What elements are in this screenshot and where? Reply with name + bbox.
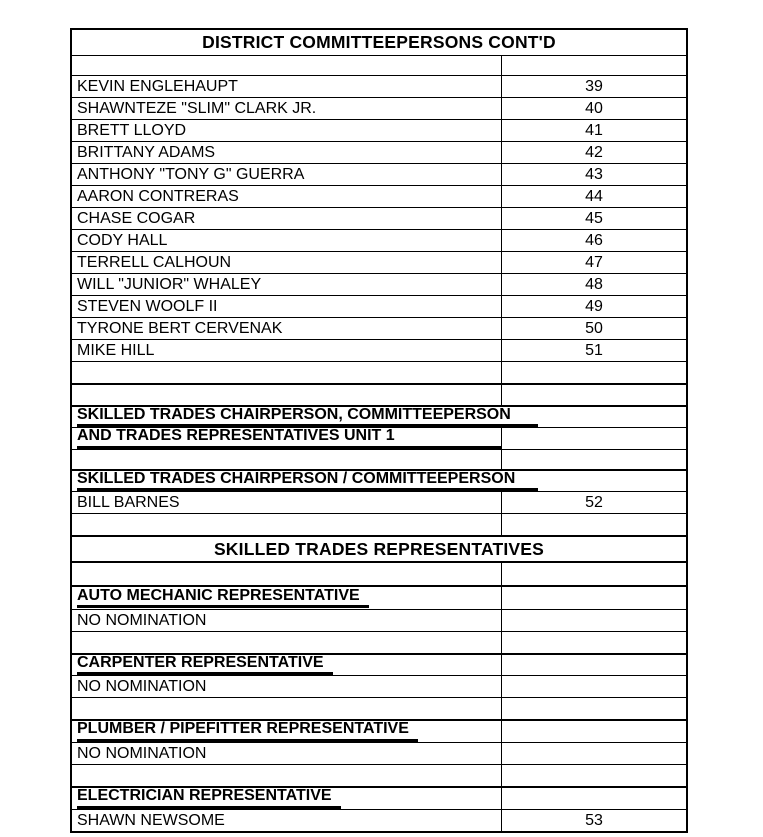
candidate-name-cell: SHAWN NEWSOME — [72, 810, 502, 831]
ballot-number-cell: 47 — [585, 253, 603, 271]
empty-row — [72, 561, 686, 585]
candidate-name-cell: TERRELL CALHOUN — [72, 252, 502, 273]
candidate-name-cell: ANTHONY "TONY G" GUERRA — [72, 164, 502, 185]
candidate-row — [72, 609, 686, 631]
candidate-name-cell: MIKE HILL — [72, 340, 502, 361]
section-header-label: CARPENTER REPRESENTATIVE — [77, 655, 333, 675]
candidate-row — [72, 317, 686, 339]
ballot-number-cell: 49 — [585, 297, 603, 315]
empty-row — [72, 55, 686, 75]
ballot-number-cell: 42 — [585, 143, 603, 161]
candidate-row — [72, 163, 686, 185]
empty-name-cell — [72, 385, 502, 405]
candidate-name-cell: SHAWNTEZE "SLIM" CLARK JR. — [72, 98, 502, 119]
empty-row — [72, 697, 686, 719]
empty-name-cell — [72, 765, 502, 786]
candidate-name-cell: NO NOMINATION — [72, 676, 502, 697]
section-header-row — [72, 469, 686, 491]
section-header-cell — [72, 428, 502, 449]
candidate-name-cell: AARON CONTRERAS — [72, 186, 502, 207]
empty-row — [72, 764, 686, 786]
section-header-cell — [72, 587, 502, 609]
section-header-label: AND TRADES REPRESENTATIVES UNIT 1 — [77, 428, 501, 449]
candidate-row — [72, 97, 686, 119]
table-title-row — [72, 535, 686, 561]
candidate-row — [72, 491, 686, 513]
empty-row — [72, 631, 686, 653]
ballot-number-cell: 52 — [585, 493, 603, 511]
ballot-number-cell: 40 — [585, 99, 603, 117]
section-header-row — [72, 427, 686, 449]
candidate-name-cell: BRITTANY ADAMS — [72, 142, 502, 163]
ballot-number-cell: 39 — [585, 77, 603, 95]
candidate-name-cell: STEVEN WOOLF II — [72, 296, 502, 317]
ballot-number-cell: 45 — [585, 209, 603, 227]
candidate-row — [72, 229, 686, 251]
section-header-cell — [72, 471, 686, 491]
ballot-number-cell: 53 — [585, 811, 603, 829]
empty-name-cell — [72, 698, 502, 719]
empty-number-cell — [502, 428, 686, 449]
ballot-number-cell: 48 — [585, 275, 603, 293]
empty-number-cell — [502, 587, 686, 609]
candidate-row — [72, 809, 686, 831]
empty-number-cell — [502, 563, 686, 585]
section-header-cell — [72, 721, 502, 742]
ballot-number-cell: 46 — [585, 231, 603, 249]
ballot-number-cell: 41 — [585, 121, 603, 139]
section-header-row — [72, 405, 686, 427]
candidate-name-cell: CHASE COGAR — [72, 208, 502, 229]
empty-number-cell — [502, 698, 686, 719]
ballot-number-cell — [502, 743, 686, 764]
section-header-cell — [72, 655, 502, 675]
table-title: DISTRICT COMMITTEEPERSONS CONT'D — [202, 32, 556, 52]
empty-number-cell — [502, 514, 686, 535]
empty-number-cell — [502, 721, 686, 742]
candidate-row — [72, 207, 686, 229]
section-header-row — [72, 585, 686, 609]
empty-row — [72, 513, 686, 535]
ballot-number-cell — [502, 676, 686, 697]
table-title: SKILLED TRADES REPRESENTATIVES — [213, 538, 545, 559]
empty-number-cell — [502, 788, 686, 809]
candidate-row — [72, 75, 686, 97]
candidate-name-cell: TYRONE BERT CERVENAK — [72, 318, 502, 339]
section-header-cell — [72, 407, 686, 427]
empty-row — [72, 383, 686, 405]
section-header-label: AUTO MECHANIC REPRESENTATIVE — [77, 588, 369, 609]
section-header-label: SKILLED TRADES CHAIRPERSON, COMMITTEEPERSON — [77, 407, 538, 427]
table-title-row — [72, 30, 686, 55]
section-header-label: ELECTRICIAN REPRESENTATIVE — [77, 788, 341, 809]
candidate-name-cell: NO NOMINATION — [72, 610, 502, 631]
candidate-name-cell: CODY HALL — [72, 230, 502, 251]
empty-number-cell — [502, 450, 686, 469]
candidate-name-cell: KEVIN ENGLEHAUPT — [72, 76, 502, 97]
candidate-name-cell: BILL BARNES — [72, 492, 502, 513]
ballot-number-cell: 44 — [585, 187, 603, 205]
section-header-row — [72, 786, 686, 809]
candidate-row — [72, 141, 686, 163]
candidate-name-cell: BRETT LLOYD — [72, 120, 502, 141]
ballot-number-cell: 51 — [585, 341, 603, 359]
ballot-number-cell: 50 — [585, 319, 603, 337]
candidate-row — [72, 119, 686, 141]
candidate-row — [72, 339, 686, 361]
candidate-row — [72, 295, 686, 317]
empty-name-cell — [72, 563, 502, 585]
section-header-cell — [72, 788, 502, 809]
empty-number-cell — [502, 655, 686, 675]
empty-number-cell — [502, 632, 686, 653]
section-header-row — [72, 719, 686, 742]
candidate-row — [72, 185, 686, 207]
section-header-row — [72, 653, 686, 675]
section-header-label: SKILLED TRADES CHAIRPERSON / COMMITTEEPERSON — [77, 471, 538, 491]
ballot-number-cell — [502, 610, 686, 631]
candidate-row — [72, 675, 686, 697]
nominations-table — [70, 28, 688, 833]
empty-number-cell — [502, 56, 686, 75]
empty-number-cell — [502, 765, 686, 786]
candidate-row — [72, 742, 686, 764]
empty-name-cell — [72, 56, 502, 75]
empty-row — [72, 361, 686, 383]
empty-name-cell — [72, 362, 502, 383]
candidate-name-cell: WILL "JUNIOR" WHALEY — [72, 274, 502, 295]
ballot-number-cell: 43 — [585, 165, 603, 183]
empty-name-cell — [72, 514, 502, 535]
empty-row — [72, 449, 686, 469]
candidate-row — [72, 273, 686, 295]
candidate-name-cell: NO NOMINATION — [72, 743, 502, 764]
empty-name-cell — [72, 632, 502, 653]
section-header-label: PLUMBER / PIPEFITTER REPRESENTATIVE — [77, 721, 418, 742]
empty-number-cell — [502, 362, 686, 383]
candidate-row — [72, 251, 686, 273]
empty-number-cell — [502, 385, 686, 405]
empty-name-cell — [72, 450, 502, 469]
